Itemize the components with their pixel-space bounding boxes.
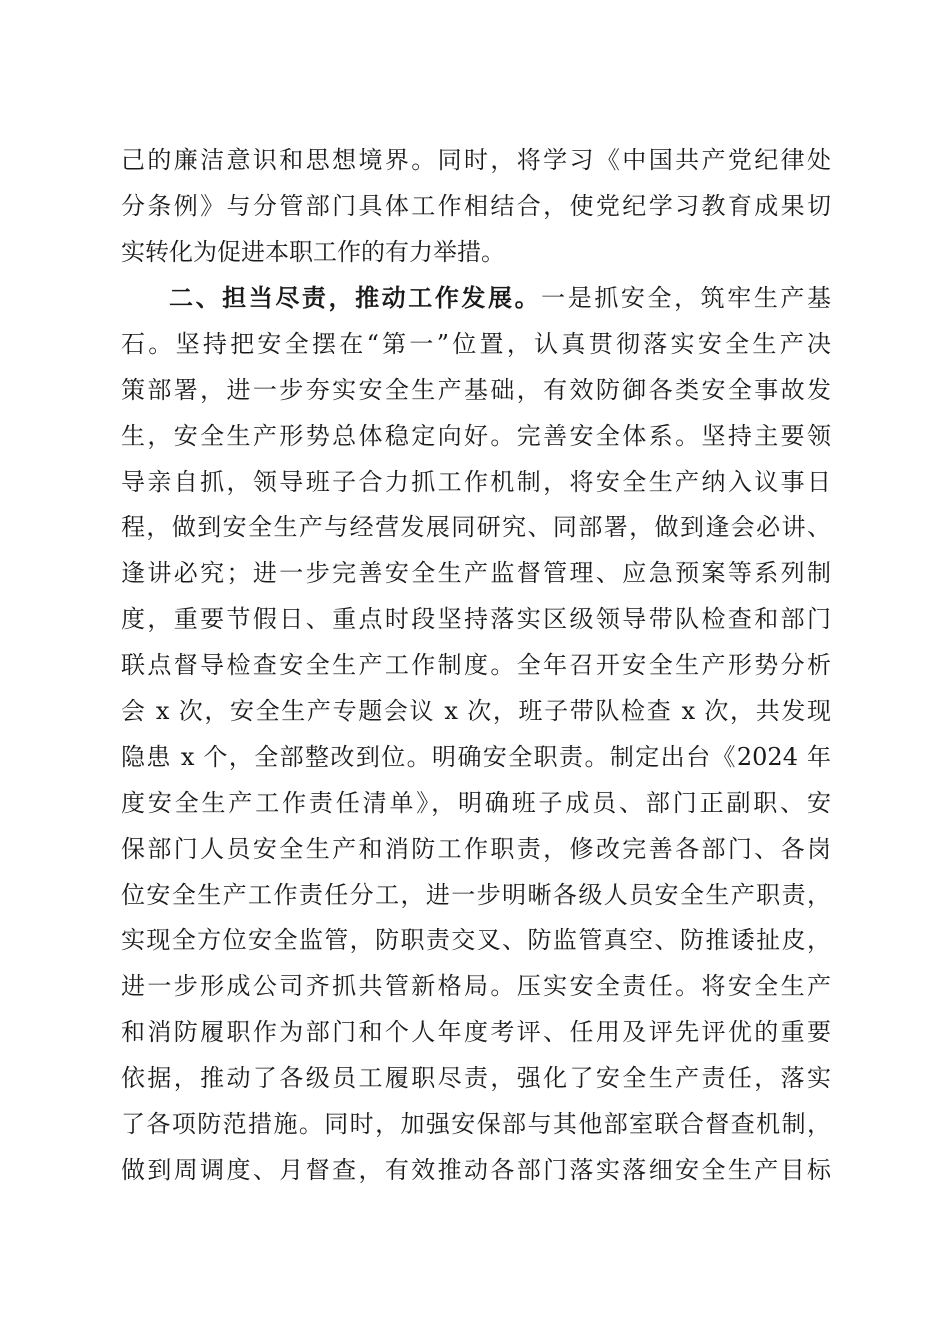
section-heading: 二、担当尽责，推动工作发展。	[169, 284, 542, 312]
text-line: 进一步形成公司齐抓共管新格局。压实安全责任。将安全生产	[121, 972, 831, 1001]
text-line: 石。坚持把安全摆在“第一”位置，认真贯彻落实安全生产决	[121, 329, 831, 358]
text-line-first	[121, 276, 831, 322]
text-line: 做到周调度、月督查，有效推动各部门落实落细安全生产目标	[121, 1155, 831, 1184]
text-line: 实现全方位安全监管，防职责交叉、防监管真空、防推诿扯皮，	[121, 926, 831, 955]
text-line: 己的廉洁意识和思想境界。同时，将学习《中国共产党纪律处	[121, 146, 831, 174]
text-line: 隐患 x 个，全部整改到位。明确安全职责。制定出台《2024 年	[121, 742, 831, 771]
text-line: 程，做到安全生产与经营发展同研究、同部署，做到逢会必讲、	[121, 513, 831, 542]
text-line: 分条例》与分管部门具体工作相结合，使党纪学习教育成果切	[121, 191, 831, 220]
paragraph-continuation	[121, 138, 831, 276]
text-line: 导亲自抓，领导班子合力抓工作机制，将安全生产纳入议事日	[121, 467, 831, 496]
paragraph-section-two	[121, 276, 831, 1194]
heading-line-rest: 一是抓安全，筑牢生产基	[541, 284, 832, 312]
text-line: 依据，推动了各级员工履职尽责，强化了安全生产责任，落实	[121, 1064, 831, 1093]
text-line: 会 x 次，安全生产专题会议 x 次，班子带队检查 x 次，共发现	[121, 697, 831, 726]
text-line: 了各项防范措施。同时，加强安保部与其他部室联合督查机制，	[121, 1110, 831, 1139]
text-line: 逢讲必究；进一步完善安全生产监督管理、应急预案等系列制	[121, 559, 831, 588]
text-line: 度，重要节假日、重点时段坚持落实区级领导带队检查和部门	[121, 605, 831, 634]
text-line: 生，安全生产形势总体稳定向好。完善安全体系。坚持主要领	[121, 421, 831, 450]
text-line: 联点督导检查安全生产工作制度。全年召开安全生产形势分析	[121, 651, 831, 680]
text-line: 度安全生产工作责任清单》，明确班子成员、部门正副职、安	[121, 788, 831, 817]
text-line: 实转化为促进本职工作的有力举措。	[121, 237, 505, 266]
text-line: 和消防履职作为部门和个人年度考评、任用及评先评优的重要	[121, 1018, 831, 1047]
text-line: 位安全生产工作责任分工，进一步明晰各级人员安全生产职责，	[121, 880, 831, 909]
text-line: 保部门人员安全生产和消防工作职责，修改完善各部门、各岗	[121, 834, 831, 863]
text-line: 策部署，进一步夯实安全生产基础，有效防御各类安全事故发	[121, 375, 831, 404]
